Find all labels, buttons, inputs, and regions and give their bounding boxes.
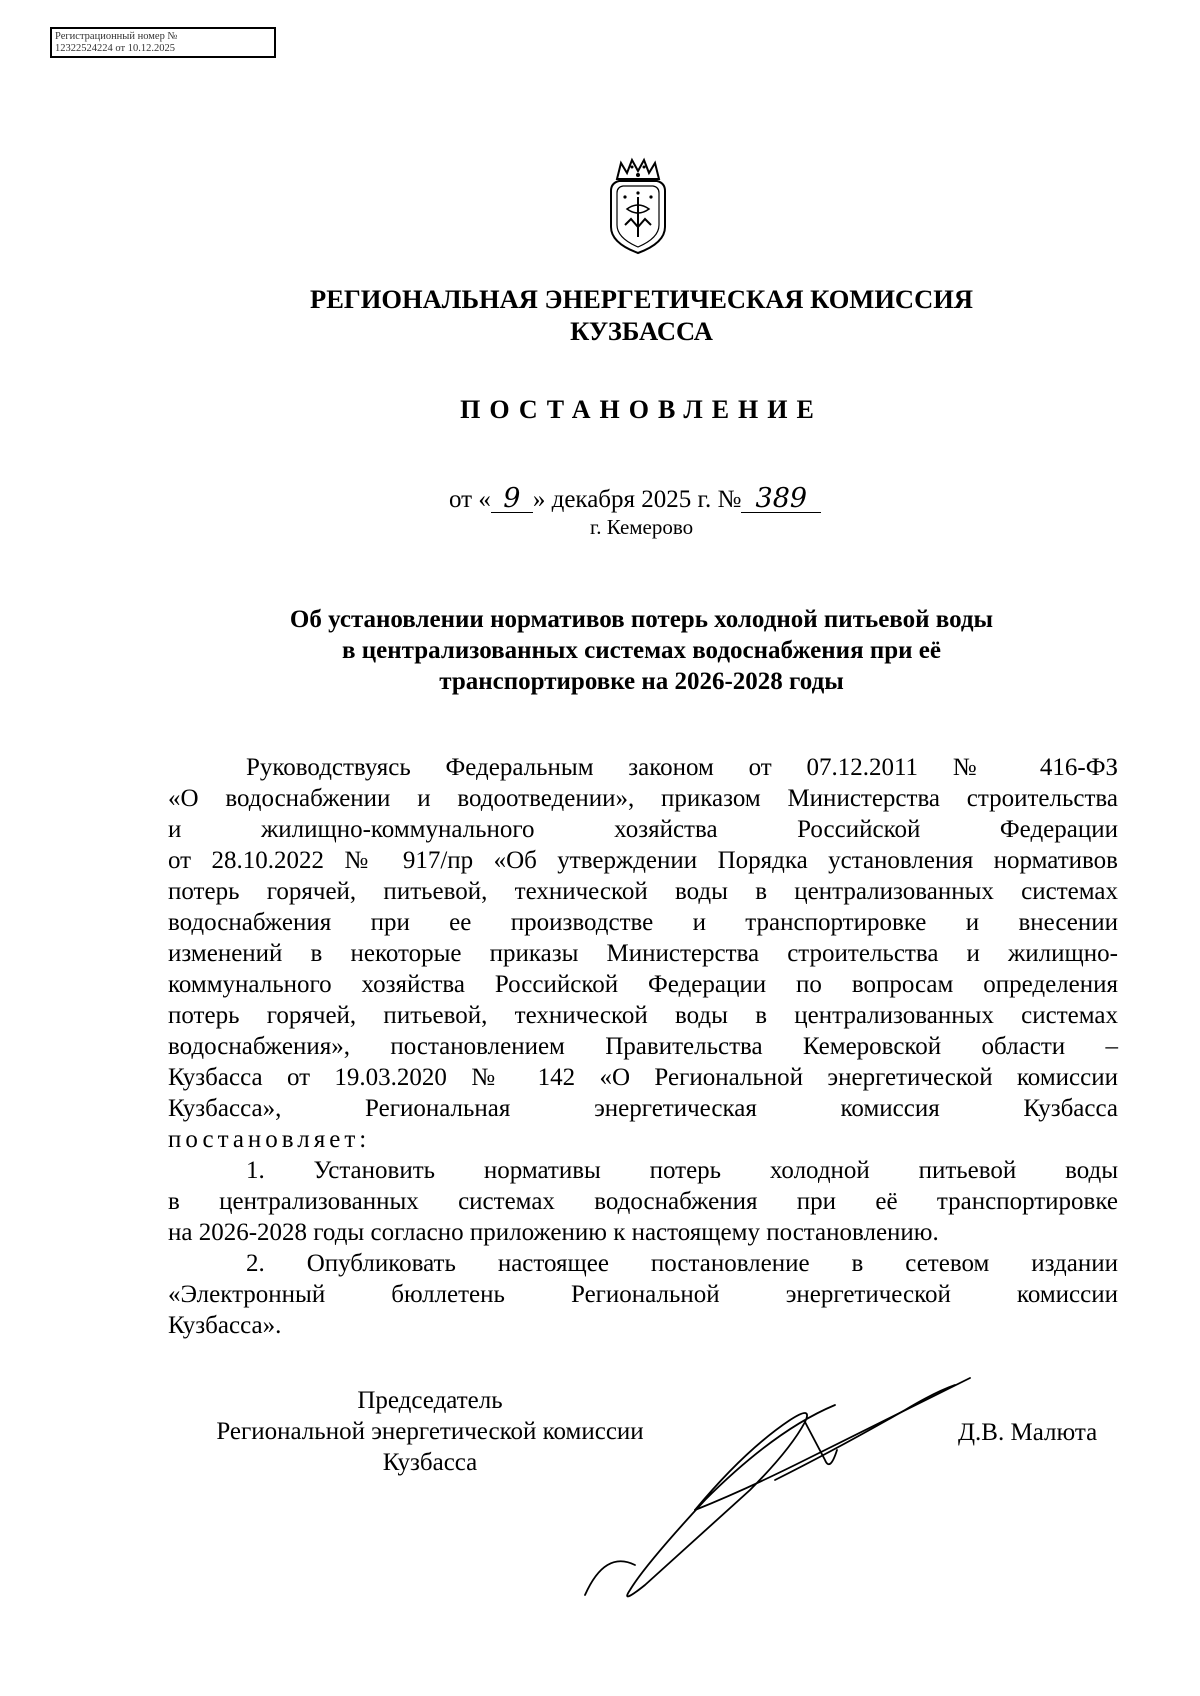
preamble-line: водоснабжения», постановлением Правительства Кемеровской области – [168,1033,1118,1060]
preamble-line: и жилищно-коммунального хозяйства Российской Федерации [168,816,1118,843]
organization-title-line: РЕГИОНАЛЬНАЯ ЭНЕРГЕТИЧЕСКАЯ КОМИССИЯ [310,284,973,314]
preamble-line: потерь горячей, питьевой, технической воды в централизованных системах [168,878,1118,905]
signatory-position-line: Председатель [357,1387,503,1414]
registration-stamp [50,27,276,58]
document-city: г. Кемерово [590,515,694,539]
resolves-word: постановляет: [168,1126,371,1153]
subject-line: в централизованных системах водоснабжения при её [342,637,941,664]
handwritten-signature [575,1350,985,1610]
preamble-line: потерь горячей, питьевой, технической воды в централизованных системах [168,1002,1118,1029]
item-1-line: в централизованных системах водоснабжения при её транспортировке [168,1188,1118,1215]
item-2-line: «Электронный бюллетень Региональной энергетической комиссии [168,1281,1118,1308]
date-day-handwritten: 9 [491,486,533,513]
preamble-line: «О водоснабжении и водоотведении», приказом Министерства строительства [168,785,1118,812]
date-month-year: » декабря 2025 г. № [532,486,742,513]
organization-title [150,283,1133,347]
signatory-name: Д.В. Малюта [958,1419,1098,1446]
document-date-line [449,483,821,514]
item-1-line: на 2026-2028 годы согласно приложению к настоящему постановлению. [168,1219,939,1246]
preamble-line: водоснабжения при ее производстве и транспортировке и внесении [168,909,1118,936]
registration-number-label: Регистрационный номер № [55,31,178,42]
preamble-line: от 28.10.2022 № 917/пр «Об утверждении Порядка установления нормативов [168,847,1118,874]
document-type-heading: ПОСТАНОВЛЕНИЕ [460,395,823,424]
preamble-line: Кузбасса», Региональная энергетическая комиссия Кузбасса [168,1095,1118,1122]
document-subject [150,604,1133,697]
preamble-line: Руководствуясь Федеральным законом от 07.12.2011 № 416-ФЗ [246,754,1118,781]
document-body [168,752,1118,1341]
organization-title-line: КУЗБАССА [570,316,713,346]
signatory-position-line: Региональной энергетической комиссии [216,1418,644,1445]
item-2-line: Кузбасса». [168,1312,282,1339]
item-2-line: 2. Опубликовать настоящее постановление в сетевом издании [246,1250,1118,1277]
subject-line: Об установлении нормативов потерь холодной питьевой воды [289,606,994,633]
preamble-line: изменений в некоторые приказы Министерства строительства и жилищно- [168,940,1118,967]
preamble-line: Кузбасса от 19.03.2020 № 142 «О Региональной энергетической комиссии [168,1064,1118,1091]
subject-line: транспортировке на 2026-2028 годы [439,668,844,695]
registration-number-value: 12322524224 от 10.12.2025 [55,43,175,54]
date-prefix: от « [449,486,491,513]
kuzbass-coat-of-arms-icon [597,157,679,257]
item-1-line: 1. Установить нормативы потерь холодной питьевой воды [246,1157,1118,1184]
signatory-position-line: Кузбасса [382,1449,478,1476]
preamble-line: коммунального хозяйства Российской Федерации по вопросам определения [168,971,1118,998]
document-number-handwritten: 389 [741,486,821,513]
